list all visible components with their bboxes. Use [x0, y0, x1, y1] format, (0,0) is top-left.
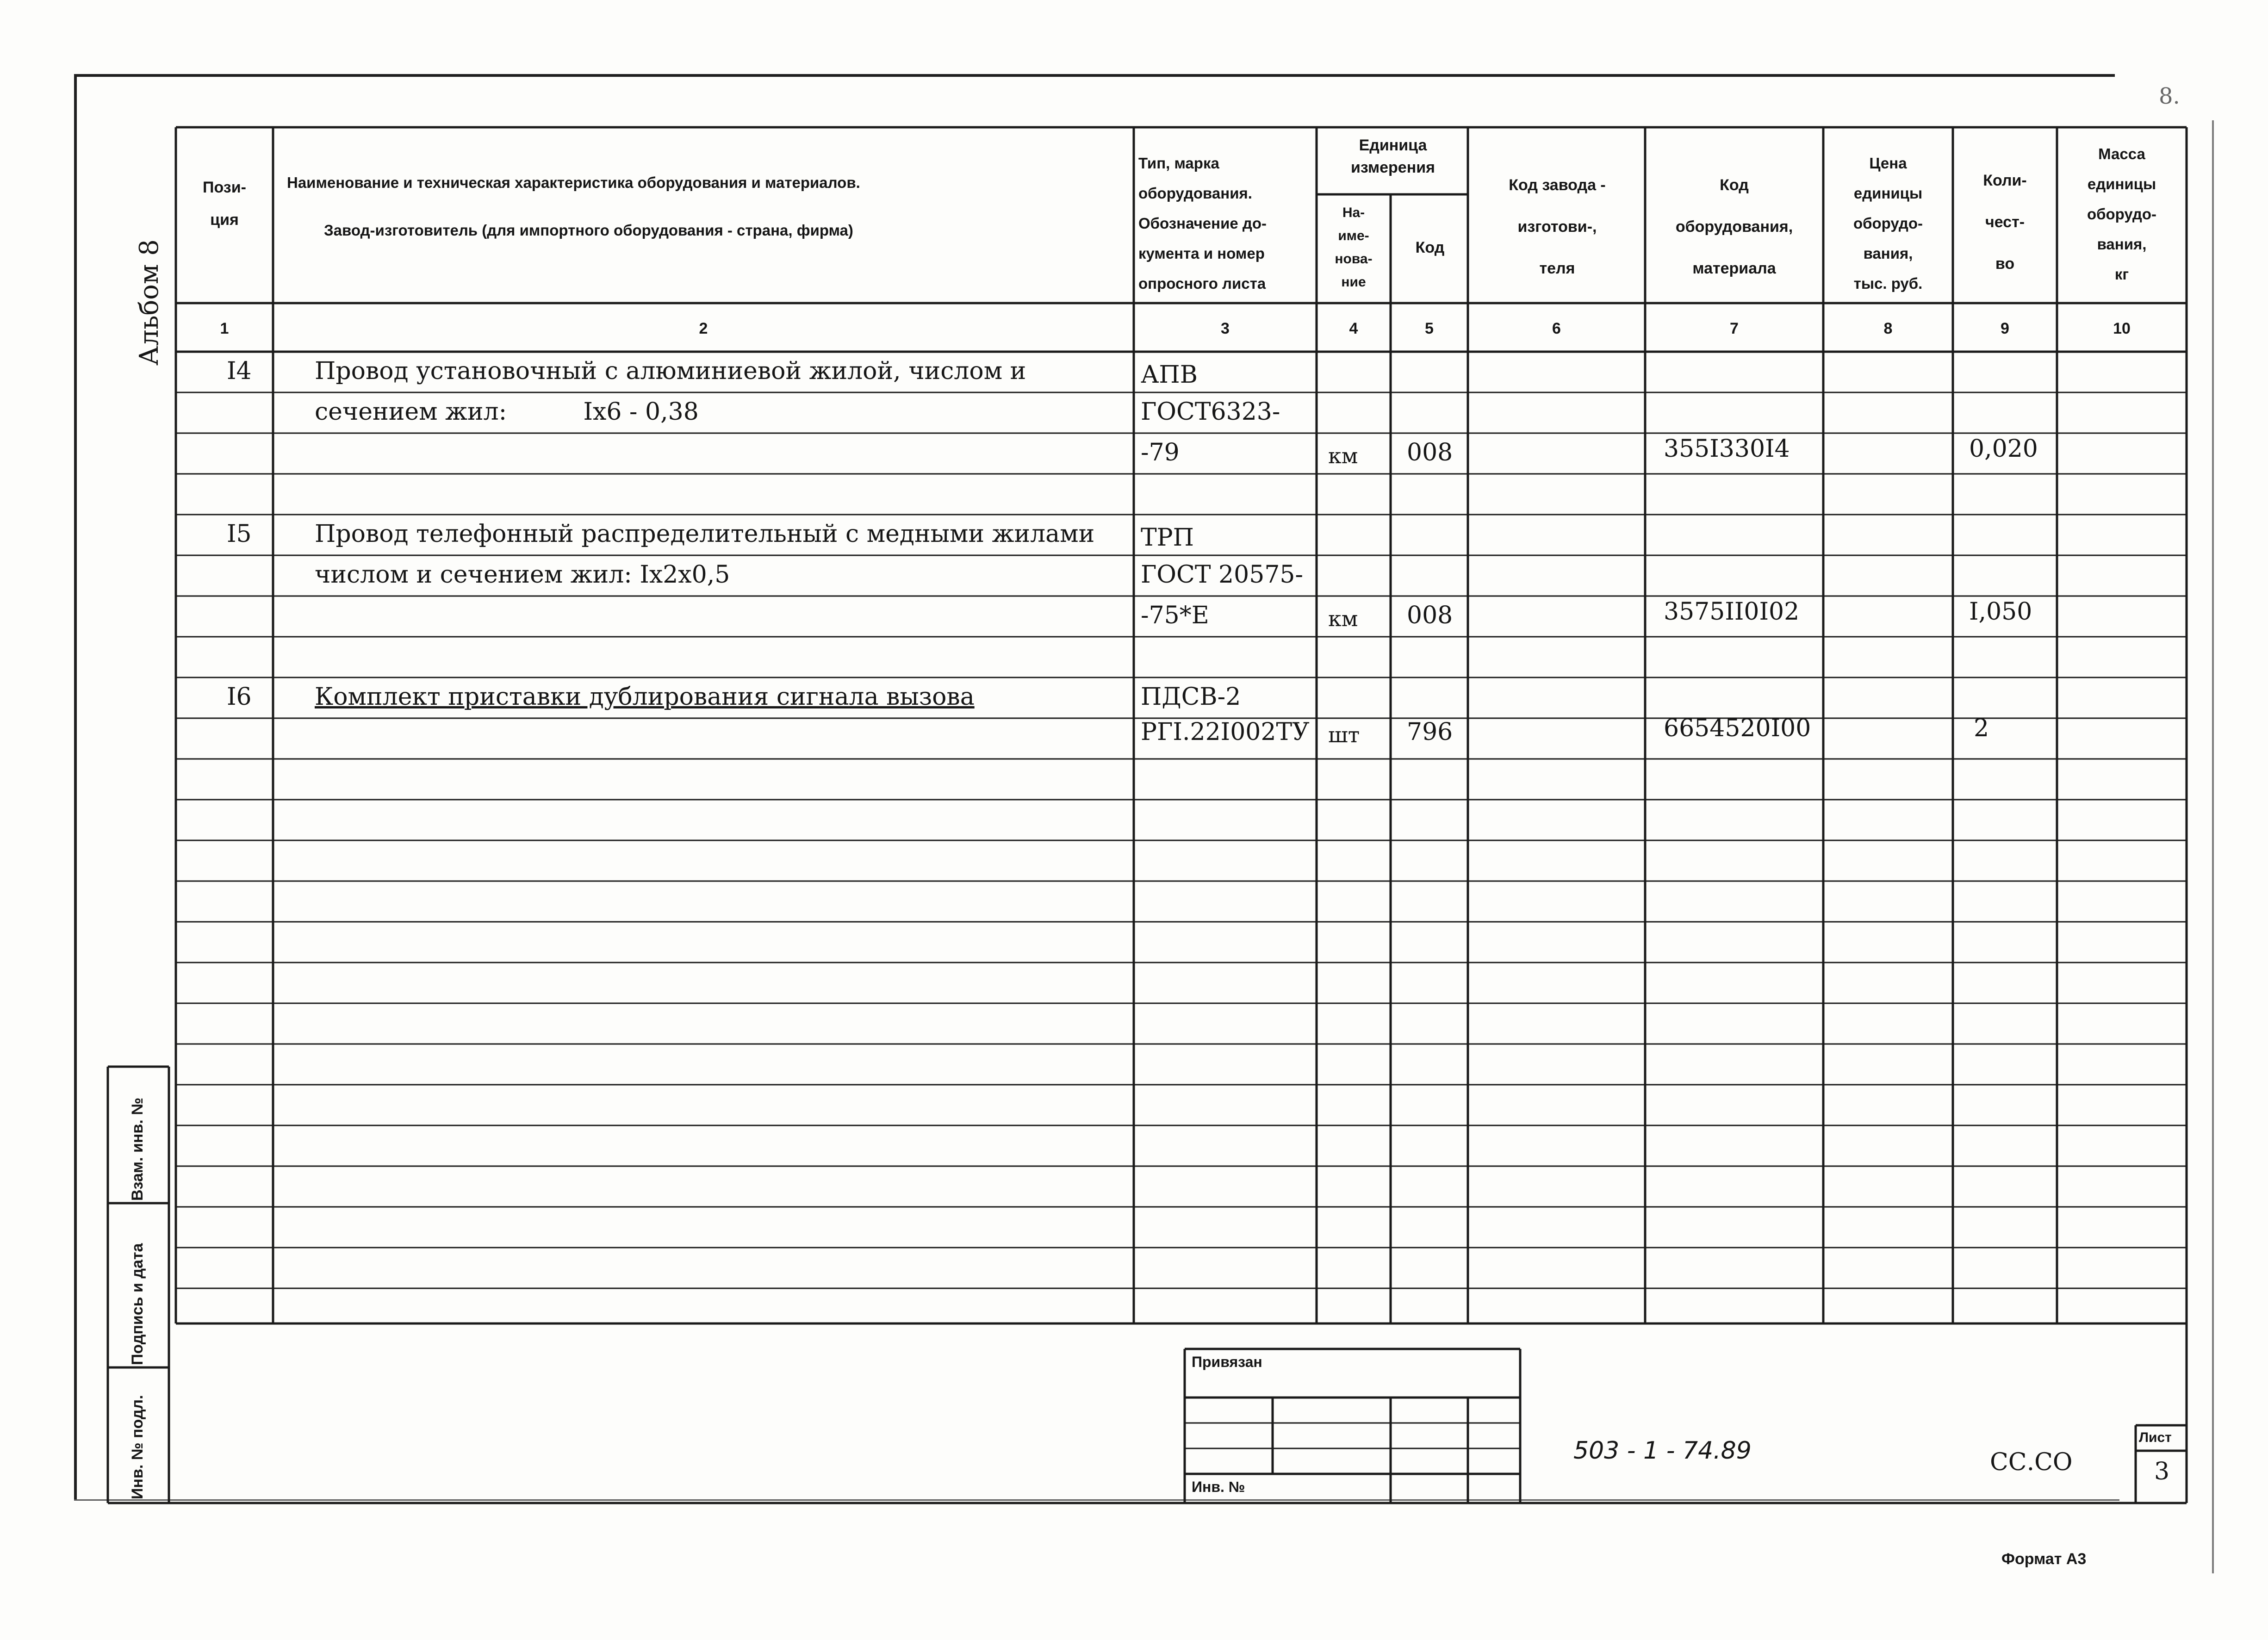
row-name: Комплект приставки дублирования сигнала вызова — [315, 683, 975, 711]
header-position: Пози- ция — [203, 179, 246, 229]
sheet-label: Лист — [2139, 1430, 2172, 1445]
header-name-line2: Завод-изготовитель (для импортного оборудования - страна, фирма) — [324, 222, 853, 239]
col-number: 7 — [1730, 320, 1739, 337]
document-code: 503 - 1 - 74.89 — [1573, 1437, 1752, 1465]
header-unit-name: На- име- нова- ние — [1335, 205, 1373, 290]
side-label-inv-podl: Инв. № подл. — [129, 1395, 146, 1499]
side-label-signature: Подпись и дата — [129, 1243, 146, 1365]
row-quantity: I,050 — [1969, 598, 2032, 626]
row-unit-code: 796 — [1407, 718, 1453, 746]
row-position: I4 — [227, 357, 252, 385]
row-unit: км — [1328, 443, 1358, 468]
row-quantity: 2 — [1974, 714, 1989, 742]
row-material-code: 6654520I00 — [1664, 714, 1811, 742]
row-type: ГОСТ 20575- — [1141, 561, 1304, 589]
section-code: СС.СО — [1990, 1448, 2073, 1476]
row-unit-code: 008 — [1407, 439, 1453, 466]
row-type: -79 — [1141, 439, 1180, 466]
header-mass: Масса единицы оборудо- вания, кг — [2087, 145, 2157, 283]
header-price: Цена единицы оборудо- вания, тыс. руб. — [1853, 155, 1923, 292]
col-number: 4 — [1349, 320, 1358, 337]
header-units: Единица измерения — [1351, 137, 1435, 176]
header-quantity: Коли- чест- во — [1983, 172, 2027, 273]
row-position: I6 — [227, 683, 252, 711]
stamp-privyazan: Привязан — [1192, 1354, 1262, 1370]
row-type: ГОСТ6323- — [1141, 398, 1280, 426]
col-number: 6 — [1552, 320, 1561, 337]
page-mark: 8. — [2159, 83, 2180, 109]
row-name: Провод телефонный распределительный с медными жилами — [315, 520, 1095, 548]
format-label: Формат А3 — [2001, 1550, 2087, 1568]
row-name: числом и сечением жил: Iх2х0,5 — [315, 561, 730, 589]
col-number: 2 — [699, 320, 708, 337]
row-position: I5 — [227, 520, 252, 548]
header-material-code: Код оборудования, материала — [1675, 176, 1793, 277]
col-number: 5 — [1425, 320, 1434, 337]
row-unit: км — [1328, 606, 1358, 631]
row-type: ТРП — [1141, 524, 1194, 552]
row-name: Провод установочный с алюминиевой жилой, числом и — [315, 357, 1026, 385]
row-type: РГI.22I002ТУ — [1141, 718, 1310, 746]
header-name-line1: Наименование и техническая характеристика оборудования и материалов. — [287, 174, 860, 191]
sheet-number: 3 — [2154, 1458, 2170, 1485]
col-number: 3 — [1221, 320, 1230, 337]
side-label-inv-vzam: Взам. инв. № — [129, 1097, 146, 1201]
row-unit-code: 008 — [1407, 602, 1453, 629]
row-type: АПВ — [1141, 361, 1198, 389]
row-material-code: 3575II0I02 — [1664, 598, 1800, 626]
row-unit: шт — [1328, 722, 1360, 747]
col-number: 8 — [1883, 320, 1893, 337]
header-factory-code: Код завода - изготови-, теля — [1509, 176, 1606, 277]
col-number: 9 — [2001, 320, 2009, 337]
row-quantity: 0,020 — [1969, 435, 2038, 463]
header-type: Тип, марка оборудования. Обозначение до- кумента и номер опросного листа — [1138, 155, 1267, 292]
album-label: Альбом 8 — [134, 239, 164, 366]
row-material-code: 355I330I4 — [1664, 435, 1790, 463]
row-type: ПДСВ-2 — [1141, 683, 1241, 711]
stamp-inv-no: Инв. № — [1192, 1478, 1245, 1495]
col-number: 10 — [2113, 320, 2131, 337]
col-number: 1 — [220, 320, 229, 337]
header-unit-code: Код — [1415, 239, 1445, 256]
row-name: сечением жил: Iх6 - 0,38 — [315, 398, 699, 426]
row-type: -75*Е — [1141, 602, 1209, 629]
